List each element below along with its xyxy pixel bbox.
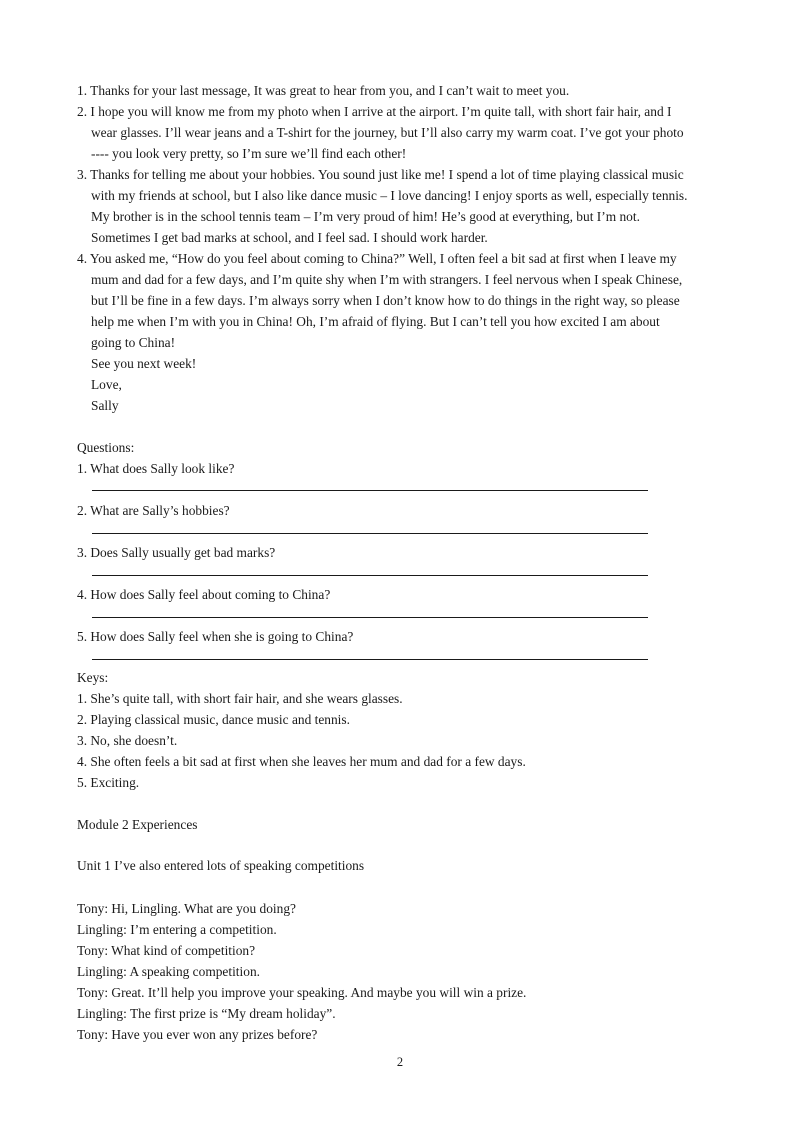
dialogue-line: Lingling: I’m entering a competition. [77, 922, 277, 937]
key-item: 1. She’s quite tall, with short fair hair, and she wears glasses. [77, 691, 403, 706]
letter-line: going to China! [91, 335, 176, 350]
unit-title: Unit 1 I’ve also entered lots of speaking competitions [77, 858, 365, 873]
questions-heading: Questions: [77, 440, 135, 455]
question-item: 1. What does Sally look like? [77, 461, 235, 476]
answer-line[interactable] [92, 617, 648, 618]
letter-closing-line: See you next week! [91, 356, 197, 371]
letter-closing-line: Love, [91, 377, 122, 392]
dialogue-line: Tony: Hi, Lingling. What are you doing? [77, 901, 296, 916]
dialogue-line: Lingling: The first prize is “My dream holiday”. [77, 1006, 336, 1021]
dialogue-line: Tony: What kind of competition? [77, 943, 256, 958]
key-item: 4. She often feels a bit sad at first when she leaves her mum and dad for a few days. [77, 754, 526, 769]
letter-line: 1. Thanks for your last message, It was great to hear from you, and I can’t wait to meet you. [77, 83, 570, 98]
letter-line: ---- you look very pretty, so I’m sure we’ll find each other! [91, 146, 407, 161]
letter-line: 3. Thanks for telling me about your hobbies. You sound just like me! I spend a lot of time playing classical music [77, 167, 684, 182]
letter-signature: Sally [91, 398, 119, 413]
question-item: 5. How does Sally feel when she is going to China? [77, 629, 354, 644]
letter-line: 2. I hope you will know me from my photo when I arrive at the airport. I’m quite tall, with short fair hair, and I [77, 104, 672, 119]
question-item: 3. Does Sally usually get bad marks? [77, 545, 276, 560]
letter-line: with my friends at school, but I also like dance music – I love dancing! I enjoy sports as well, especially tennis. [91, 188, 688, 203]
question-item: 2. What are Sally’s hobbies? [77, 503, 230, 518]
key-item: 2. Playing classical music, dance music and tennis. [77, 712, 350, 727]
dialogue-line: Lingling: A speaking competition. [77, 964, 260, 979]
answer-line[interactable] [92, 533, 648, 534]
answer-line[interactable] [92, 490, 648, 491]
page-number: 2 [396, 1055, 404, 1069]
key-item: 5. Exciting. [77, 775, 140, 790]
keys-heading: Keys: [77, 670, 109, 685]
letter-line: wear glasses. I’ll wear jeans and a T-shirt for the journey, but I’ll also carry my warm coat. I’ve got your photo [91, 125, 684, 140]
question-item: 4. How does Sally feel about coming to China? [77, 587, 331, 602]
letter-line: help me when I’m with you in China! Oh, I’m afraid of flying. But I can’t tell you how excited I am about [91, 314, 660, 329]
dialogue-line: Tony: Great. It’ll help you improve your speaking. And maybe you will win a prize. [77, 985, 527, 1000]
key-item: 3. No, she doesn’t. [77, 733, 178, 748]
answer-line[interactable] [92, 659, 648, 660]
letter-line: My brother is in the school tennis team – I’m very proud of him! He’s good at everything, but I’m not. [91, 209, 640, 224]
letter-line: mum and dad for a few days, and I’m quite shy when I’m with strangers. I feel nervous when I speak Chinese, [91, 272, 683, 287]
module-title: Module 2 Experiences [77, 817, 198, 832]
letter-line: but I’ll be fine in a few days. I’m always sorry when I don’t know how to do things in the right way, so please [91, 293, 680, 308]
answer-line[interactable] [92, 575, 648, 576]
dialogue-line: Tony: Have you ever won any prizes before? [77, 1027, 318, 1042]
letter-line: Sometimes I get bad marks at school, and I feel sad. I should work harder. [91, 230, 488, 245]
letter-line: 4. You asked me, “How do you feel about coming to China?” Well, I often feel a bit sad at first when I leave my [77, 251, 677, 266]
